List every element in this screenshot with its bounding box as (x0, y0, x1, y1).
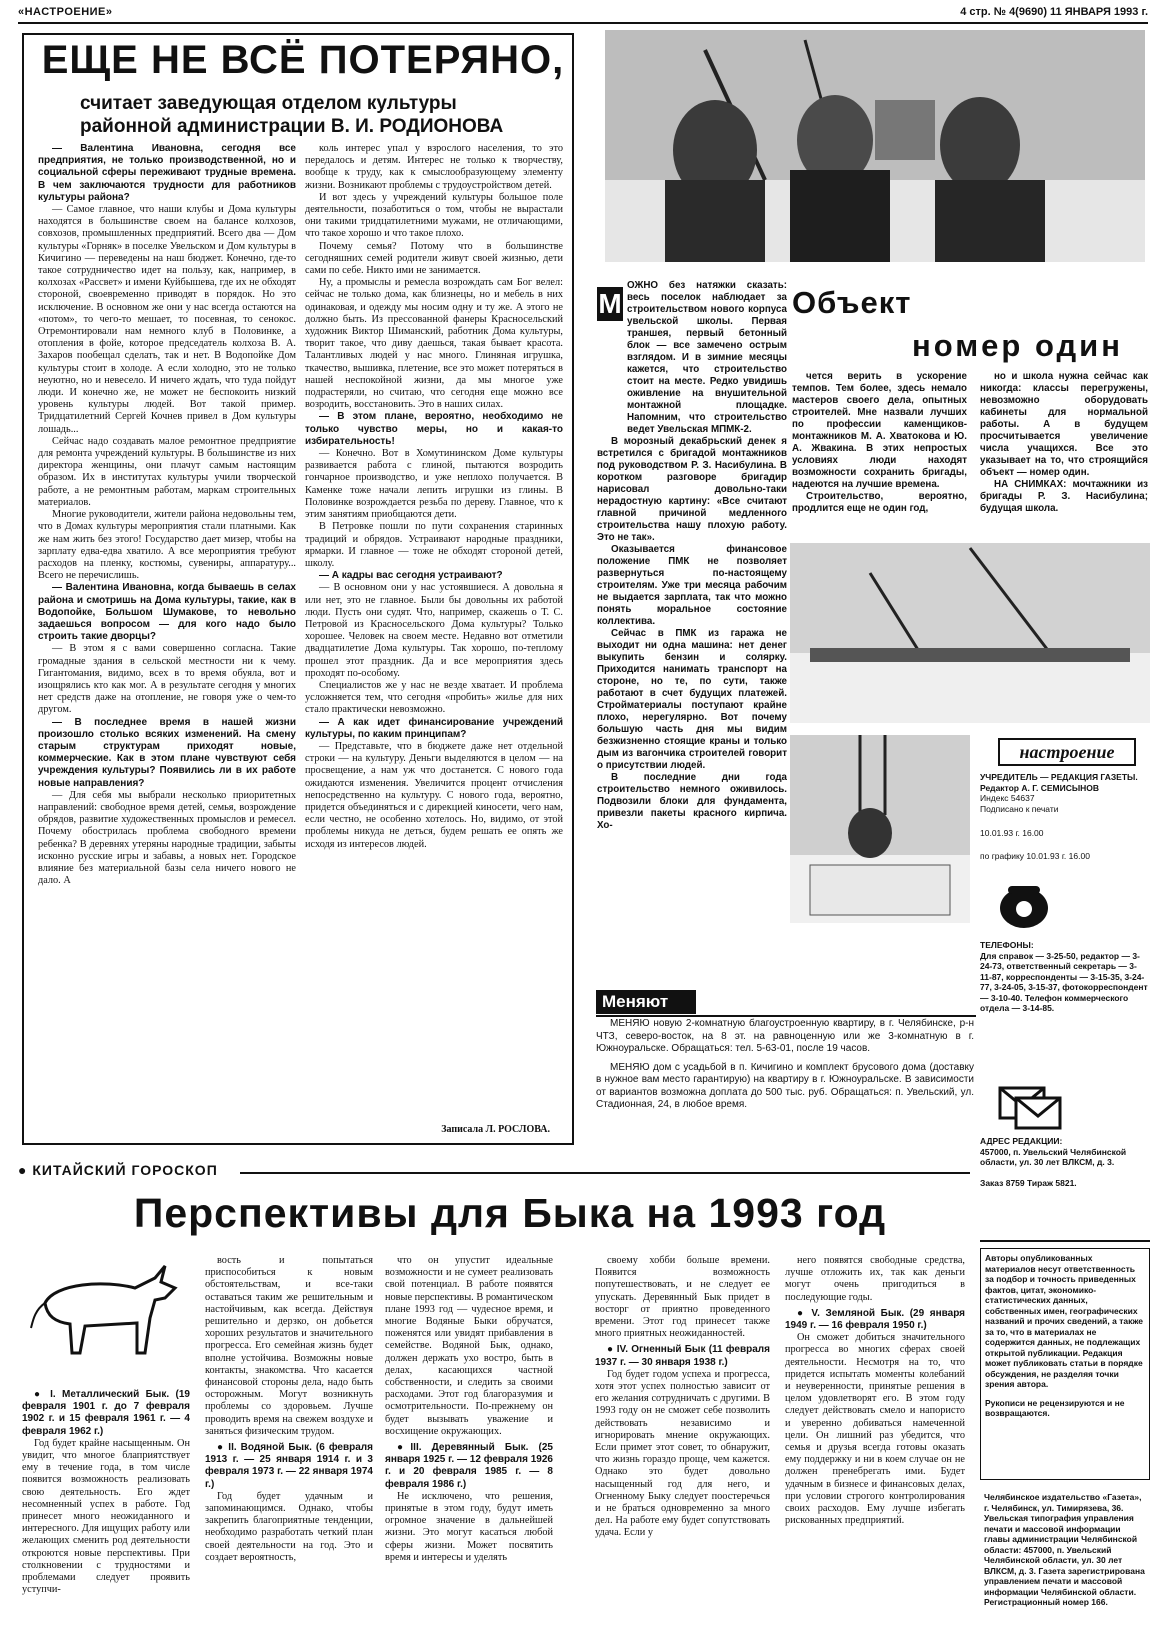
signed-time: 10.01.93 г. 16.00 (980, 828, 1044, 838)
paragraph: Он сможет добиться значительного прогресса во многих сферах своей деятельности. Несмотря на то, что придется испытать моменты колебаний и неуверенности, принятые решения в целом удовлетворят его. В этом году следует действовать смело и напористо и уверенно добиваться намеченной цели. Он лишний раз убедится, что семья и друзья всегда готовы оказать ему поддержку и ни в коем случае он не должен пренебрегать ими. Будет удачным в бизнесе и финансовых делах, при условии строгого контролирования своих расходов. Ему лучше избегать рискованных предприятий. (785, 1332, 965, 1527)
paragraph: своему хобби больше времени. Появится возможность попутешествовать, и не следует ее упускать. Деревянный Бык придет в восторг от приятно проведенного времени. Этот год принесет также много приятных неожиданностей. (595, 1255, 770, 1340)
paragraph: — Для себя мы выбрали несколько приоритетных направлений: свободное время детей, семья, возрождение обрядов, развитие художественных промыслов и ремесел. Почему обострилась проблема свободного времени ребенка? В деревнях утеряны народные традиции, забыты исконно русские игры и забавы, а новых нет. Городское влияние без материальной базы села ничего нового не дало. А (38, 789, 296, 887)
horoscope-column-4 (595, 1255, 770, 1647)
top-rule (18, 22, 1148, 24)
paragraph: Год будет удачным и запоминающимся. Однако, чтобы закрепить благоприятные тенденции, необходимо разработать четкий план своей деятельности на год. Это и создает вероятность, (205, 1490, 373, 1563)
schedule-time: по графику 10.01.93 г. 16.00 (980, 850, 1090, 861)
sidebar-rule (980, 1240, 1150, 1242)
address-title: АДРЕС РЕДАКЦИИ: (980, 1136, 1063, 1146)
paragraph: ● I. Металлический Бык. (19 февраля 1901 г. до 7 февраля 1902 г. и 15 февраля 1961 г. — 4 февраля 1962 г.) (22, 1389, 190, 1437)
horoscope-column-3 (385, 1255, 553, 1647)
phones-block (980, 940, 1148, 1014)
interview-column-2 (305, 143, 563, 1133)
paragraph: — А кадры вас сегодня устраивают? (319, 570, 503, 582)
paragraph: — Представьте, что в бюджете даже нет отдельной строки — на культуру. Деньги выделяются в целом — на просвещение, а нам уж что достанется. С нового года ожидаются изменения. Увеличится процент отчисления непосредственно на культуру. С нового года, вероятно, придется объединяться и с дирекцией киносети, чего нам, если честно, не особенно хотелось. Но, видимо, от этой проблемы никуда не деться, будем решать ее опять же исходя из интересов людей. (305, 740, 563, 850)
authors-note (980, 1248, 1150, 1480)
paragraph: В Петровке пошли по пути сохранения старинных традиций и обрядов. Устраивают народные праздники, ярмарки. И главное — тоже не обходят стороной детей, школу. (305, 521, 563, 569)
manuscripts-text: Рукописи не рецензируются и не возвращаются. (985, 1397, 1125, 1418)
phones-title: ТЕЛЕФОНЫ: (980, 940, 1034, 950)
object-headline-line1: Объект (792, 285, 912, 320)
address-text: 457000, п. Увельский Челябинской области, ул. 30 лет ВЛКСМ, д. 3. (980, 1146, 1127, 1167)
paragraph: ● II. Водяной Бык. (6 февраля 1913 г. — 25 января 1914 г. и 3 февраля 1973 г. — 22 января 1974 г.) (205, 1442, 373, 1490)
paragraph: Специалистов же у нас не везде хватает. И проблема усложняется тем, что сегодня «пробить» жилье для них стало практически невозможно. (305, 679, 563, 716)
paragraph: В последние дни года строительство немного оживилось. Подвозили блоки для фундамента, привезли пакеты красного кирпича. Хо- (597, 772, 787, 831)
newspaper-name: «НАСТРОЕНИЕ» (18, 6, 113, 18)
interview-headline: ЕЩЕ НЕ ВСЁ ПОТЕРЯНО, (41, 38, 565, 82)
paragraph: — Валентина Ивановна, когда бываешь в селах района и смотришь на Дома культуры, такие, как в Водопойке, Большом Шумакове, то невольно задаешься вопросом — для кого надо было строить такие дворцы? (38, 582, 296, 643)
horoscope-column-2 (205, 1255, 373, 1647)
object-column-1 (597, 280, 787, 980)
paragraph: ● IV. Огненный Бык (11 февраля 1937 г. — 30 января 1938 г.) (595, 1344, 770, 1368)
dropcap: М (598, 288, 622, 319)
paragraph: — Самое главное, что наши клубы и Дома культуры находятся в большинстве своем на балансе колхозов, совхозов, промышленных предприятий. Всего два — Дом культуры «Горняк» в поселке Увельском и Дом культуры в Кичигино — переведены на наш бюджет. Конечно, где-то такое сотрудничество идет на пользу, как, например, в колхозах «Рассвет» и имени Куйбышева, где их не обходят стороной, своевременно приводят в порядок. Но это исключение. В основном же они у нас всегда остаются на «потом», то чего-то мешает, то посевная, то сенокос. Отремонтировали нам немного клуб в Половинке, а отопления в фойе, которое председатель колхоза В. А. Захаров пообещал сделать, так и нет. В Водопойке Дом культуры стоит в холоде. А если холодно, это не только неуютно, но и невесело. И ничего ждать, что туда пойдут люди. И конечно же, не может не беспокоить низкий уровень культуры людей. Вот такой пример. Тридцатилетний Сергей Кочнев привел в Дом культуры лошадь... (38, 204, 296, 435)
editor: Редактор А. Г. СЕМИСЫНОВ (980, 782, 1100, 793)
paragraph: коль интерес упал у взрослого населения, то это передалось и детям. Интерес не только к творчеству, вообще к труду, как к смыслообразующему элементу жизни. Возникают проблемы с трудоустройством детей. (305, 143, 563, 191)
paragraph: Сейчас надо создавать малое ремонтное предприятие для ремонта учреждений культуры. В большинстве из них директора женщины, они плачут самым настоящим образом. Их в институтах культуры учили творческой работе, а не ремонтным работам, маркам строительных материалов. (38, 435, 296, 508)
paragraph: Год будет годом успеха и прогресса, хотя этот успех полностью зависит от его желания сотрудничать с другими. В 1993 году он не сможет себе позволить действовать независимо и игнорировать мнение окружающих. Если примет этот совет, то обнаружит, что жизнь гораздо проще, чем кажется. Однако это будет довольно насыщенный год для него, и Огненному Быку следует поостеречься и не браться одновременно за много дел. На работе ему будет сопутствовать удача. Если у (595, 1368, 770, 1539)
object-column-3 (980, 371, 1148, 541)
horoscope-column-5 (785, 1255, 965, 1647)
founder: УЧРЕДИТЕЛЬ — РЕДАКЦИЯ ГАЗЕТЫ. (980, 772, 1138, 782)
paragraph: ●III. Деревянный Бык. (25 января 1925 г. — 12 февраля 1926 г. и 20 февраля 1985 г. — 8 февраля 1986 г.) (385, 1442, 553, 1490)
paragraph: МЕНЯЮ новую 2-комнатную благоустроенную квартиру, в г. Челябинске, р-н ЧТЗ, северо-восток, на 8 эт. на равноценную или же 3-комнатную в г. Южноуральске. Обращаться: тел. 5-63-01, после 19 часов. (596, 1018, 974, 1054)
paragraph: — А как идет финансирование учреждений культуры, по каким принципам? (305, 716, 563, 740)
interview-column-1 (38, 143, 296, 1133)
signed-label: Подписано к печати (980, 803, 1059, 814)
interview-subheadline: считает заведующая отделом культуры районной администрации В. И. РОДИОНОВА (80, 93, 504, 137)
phones-list: Для справок — 3-25-50, редактор — 3-24-73, ответственный секретарь — 3-11-87, корреспонденты — 3-15-35, 3-24-77, 3-24-05, 3-15-37, фотокорреспондент — 3-10-40. Телефон коммерческого отдела — 3-14-85. (980, 950, 1148, 1013)
paragraph: — Конечно. Вот в Хомутининском Доме культуры развивается работа с глиной, пытаются возродить гончарное производство, и уже неплохо получается. В Каменке тоже начали лепить игрушки из глины. В Половинке возрождается резьба по дереву. Главное, что к этим занятиям приобщаются дети. (305, 448, 563, 521)
paragraph: НА СНИМКАХ: мочтажники из бригады Р. З. Насибулина; будущая школа. (980, 479, 1148, 514)
paragraph: — В основном они у нас устоявшиеся. А довольна я или нет, это не главное. Были бы довольны их работой люди. Пусть они судят. Что, например, скажешь о Т. С. Петровой из Красносельского Дома культуры? Только хорошее. Человек на своем месте. Недавно вот отметили двадцатилетие Дома культуры. Так хорошо, по-теплому прошел этот праздник. Да и все мероприятия здесь проходят по-особому. (305, 582, 563, 679)
paragraph: чется верить в ускорение темпов. Тем более, здесь немало мастеров своего дела, опытных строителей. Мне назвали лучших по профессии каменщиков-монтажников М. А. Хватокова и Ю. А. Жвакина. В этих непростых условиях люди находят возможности сохранить бригады, надеются на лучшие времена. (792, 371, 967, 490)
masthead (18, 6, 1148, 22)
interview-signature: Записала Л. РОСЛОВА. (441, 1124, 550, 1135)
address-block (980, 1136, 1148, 1188)
horoscope-rubric: ● КИТАЙСКИЙ ГОРОСКОП (18, 1162, 218, 1178)
publisher-note: Челябинское издательство «Газета», г. Челябинск, ул. Тимирязева, 36. Увельская типография управления печати и массовой информации главы администрации Челябинской области: 457000, п. Увельский Челябинской области, ул. 30 лет ВЛКСМ, д. 3. Газета зарегистрирована управлением печати и массовой информации Челябинской области. Регистрационный номер 166. (984, 1492, 1145, 1607)
ads-heading: Меняют (596, 990, 696, 1014)
authors-text: Авторы опубликованных материалов несут ответственность за подбор и точность приведенных фактов, цитат, экономико-статистических данных, собственных имен, географических названий и прочих сведений, а также за то, что в материалах не содержится данных, не подлежащих открытой публикации. Редакция может публиковать статьи в порядке обсуждения, не разделяя точки зрения автора. (985, 1253, 1143, 1389)
paragraph: Многие руководители, жители района недовольны тем, что в Домах культуры мероприятия стали платными. Как же нам жить без этого! Государство дает мизер, чтобы на зарплату едва-едва хватило. А все мероприятия требуют расходов на пленку, костюмы, сувениры, аппаратуру... Всего не перечислишь. (38, 509, 296, 582)
paragraph: Строительство, вероятно, продлится еще не один год, (792, 491, 967, 514)
photo-worker-block (790, 735, 970, 923)
envelope-icon (998, 1086, 1062, 1130)
paragraph: И вот здесь у учреждений культуры большое поле деятельности, позаботиться о том, чтобы не вырастали они такими тридцатилетними мужами, не отличающими, что такое хорошо и что такое плохо. (305, 191, 563, 240)
paragraph: но и школа нужна сейчас как никогда: классы перегружены, невозможно оборудовать кабинеты для нормальной работы. А в будущем просчитывается увеличение числа учащихся. Все это указывает на то, что строящийся объект — номер один. (980, 371, 1148, 478)
index: Индекс 54637 (980, 793, 1035, 803)
horoscope-headline: Перспективы для Быка на 1993 год (133, 1190, 887, 1236)
object-headline-line2: номер один (912, 328, 1123, 363)
imprint-info (980, 772, 1148, 861)
newspaper-logo: настроение (998, 738, 1136, 766)
rubric-rule (240, 1172, 970, 1174)
paragraph: — В последнее время в нашей жизни произошло столько всяких изменений. На смену старым структурам приходят новые, коммерческие. Как в этом плане чувствуют себя учреждения культуры? Появились ли в их работе новые направления? (38, 716, 296, 789)
paragraph: Год будет крайне насыщенным. Он увидит, что многое блаприятствует ему в течение года, в том числе появится возможность реализовать свою деятельность. Его ждет несомненный успех в работе. Год принесет много неожиданного и интересного. Для ищущих работу или желающих сменить род деятельности откроются новые перспективы. При столкновении с трудностями и проблемами следует проявить уступчи- (22, 1437, 190, 1596)
issue-info: 4 стр. № 4(9690) 11 ЯНВАРЯ 1993 г. (960, 6, 1148, 18)
paragraph: Не исключено, что решения, принятые в этом году, будут иметь огромное значение в дальнейшей жизни. Это могут касаться любой сферы жизни. Может посвятить время и интересы и уделять (385, 1490, 553, 1563)
paragraph: него появятся свободные средства, лучше отложить их, так как деньги могут очень пригодиться в последующие годы. (785, 1255, 965, 1303)
paragraph: Сейчас в ПМК из гаража не выходит ни одна машина: нет денег выкупить бензин и солярку. Приходится нанимать транспорт на стороне, но те, по сути, также работают в счет будущих платежей. Стройматериалы поступают крайне плохо, нерегулярно. Вот почему большую часть дня мы видим безжизненно стоящие краны и только дым из вагончика строителей говорит о присутствии людей. (597, 628, 787, 771)
paragraph: что он упустит идеальные возможности и не сумеет реализовать свой потенциал. В работе появятся новые перспективы. В романтическом плане 1993 год — чудесное время, и многие Водяные Быки обручатся, поженятся или увидят прибавления в семействе. Водяной Бык, однако, должен держать ухо востро, быть в делах, касающихся частной собственности, и следить за своими расходами. Этот год благоразумия и осмотрительности. По-прежнему он будет вызывать уважение и восхищение окружающих. (385, 1255, 553, 1437)
object-column-2 (792, 371, 967, 541)
ads-rule (596, 1015, 976, 1017)
paragraph: вость и попытаться приспособиться к новым обстоятельствам, и все-таки оставаться таким же решительным и настойчивым, как всегда. Действуя решительно и дерзко, он добьется хороших результатов и значительного прогресса. Его семейная жизнь будет вполне устойчива. Возможны новые контакты, знакомства. Что касается финансовой стороны дела, надо быть осторожным. Могут возникнуть проблемы со здоровьем. Лучше проводить время на свежем воздухе и заняться физическим трудом. (205, 1255, 373, 1437)
photo-cranes (790, 543, 1150, 723)
paragraph: МЕНЯЮ дом с усадьбой в п. Кичигино и комплект брусового дома (доставку в нужное вам место гарантирую) на квартиру в г. Южноуральске. В зависимости от вариантов возможна доплата до 500 тыс. руб. Обращаться: п. Увельский, ул. Стадионная, 24, в любое время. (596, 1061, 974, 1110)
paragraph: В морозный декабрьский денек я встретился с бригадой монтажников под руководством Р. З. Насибулина. В коротком разговоре бригадир нарисовал довольно-таки нерадостную картину: «Все считают главной причиной медленного строительства нашу плохую работу. Это не так». (597, 436, 787, 543)
paragraph: ОЖНО без натяжки сказать: весь поселок наблюдает за строительством нового корпуса увельской школы. Первая траншея, первый бетонный блок — все замечено острым взглядом. И в зимние месяцы кажется, что строительство стоит на месте. Редко увидишь оживление на внушительной монтажной площадке. Напомним, что строительство ведет Увельская МПМК-2. (627, 280, 787, 435)
paragraph: Оказывается финансовое положение ПМК не позволяет развернуться по-настоящему строителям. Уже три месяца рабочим не выдается зарплата, так что можно понять моральное состояние коллектива. (597, 544, 787, 627)
ads-block (596, 1018, 974, 1148)
telephone-icon (998, 882, 1050, 930)
paragraph: — В этом я с вами совершенно согласна. Такие громадные здания в сельской местности ни к чему. Гигантомания, видимо, всех в то время обуяла, вот и изощрялись кто как мог. А в результате сегодня у многих нет средств даже на отопление, не говоря уже о чем-то другом. (38, 643, 296, 716)
paragraph: — В этом плане, вероятно, необходимо не только чувство меры, но и какая-то избирательность! (305, 411, 563, 447)
order-info: Заказ 8759 Тираж 5821. (980, 1177, 1077, 1188)
paragraph: — Валентина Ивановна, сегодня все предприятия, не только производственной, но и социальной сферы переживают трудные времена. В чем заключаются трудности для работников культуры района? (38, 143, 296, 203)
horoscope-column-1 (22, 1385, 190, 1647)
photo-construction-workers (605, 30, 1145, 262)
paragraph: Почему семья? Потому что в большинстве сегодняшних семей родители живут своей жизнью, дети сами по себе. Никто ими не занимается. (305, 240, 563, 277)
bull-illustration-icon (25, 1258, 185, 1358)
paragraph: Ну, а промыслы и ремесла возрождать сам Бог велел: сейчас не только дома, как близнецы, но и мебель в них одинаковая, и одежду мы носим одну и ту же. А этого не должно быть. Из прессованной фанеры Красносельский художник Виктор Шиманский, работник Дома культуры, творит такое, что диву даешься, такая бывает красота. Талантливых людей у нас много. Глиняная игрушка, ткачество, вышивка, плетение, все это может потеряться в нашей неспокойной жизни, да мы многое уже подрастеряли, но считаю, что сегодня еще можно все возродить, восстановить. Это в наших силах. (305, 277, 563, 411)
paragraph: ● V. Земляной Бык. (29 января 1949 г. — 16 февраля 1950 г.) (785, 1307, 965, 1332)
